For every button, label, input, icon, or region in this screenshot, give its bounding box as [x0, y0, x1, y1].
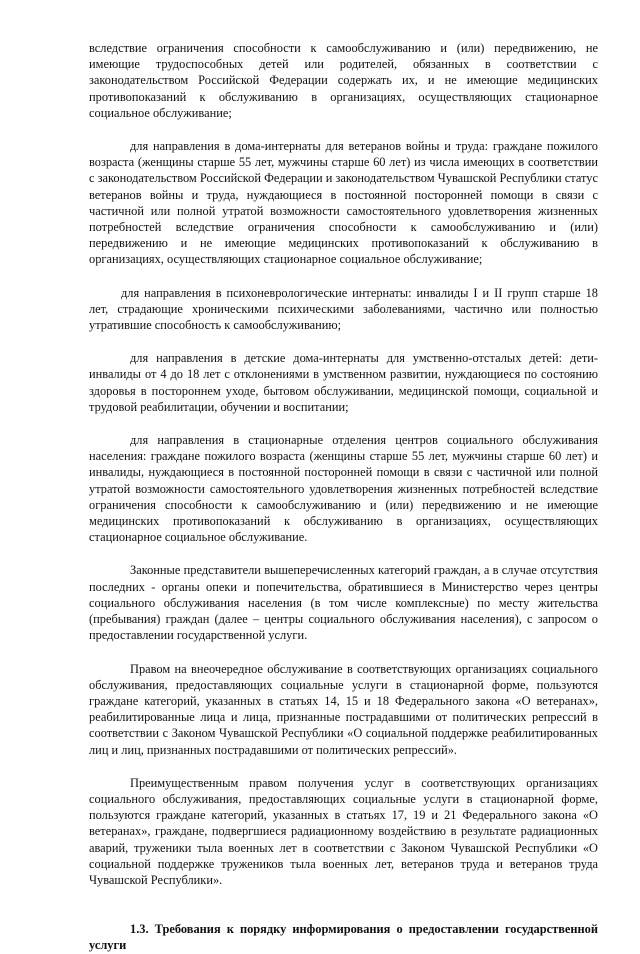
paragraph-stationary-departments: для направления в стационарные отделения центров социального обслуживания населения: граждане пожилого возраста (женщины старше 55 лет, мужчины старше 60 лет) и инвалиды, нуждающиеся в постоянной посторонней помощи в связи с частичной или полной утратой возможности самостоятельного удовлетворения жизненных потребностей вследствие ограничения способности к самообслуживанию и (или) передвижению и не имеющие медицинских противопоказаний к обслуживанию в организациях, осуществляющих стационарное социальное обслуживание. — [89, 433, 598, 545]
paragraph-gap — [89, 545, 598, 562]
paragraph-gap — [89, 333, 598, 350]
paragraph-gap — [89, 758, 598, 775]
paragraph-continuation: вследствие ограничения способности к самообслуживанию и (или) передвижению, не имеющие трудоспособных детей или родителей, обязанных в соответствии с законодательством Российской Федерации содержать их, и не имеющие медицинских противопоказаний к обслуживанию в организациях, осуществляющих стационарное социальное обслуживание; — [89, 41, 598, 120]
section-heading: 1.3. Требования к порядку информирования о предоставлении государственной услуги — [89, 922, 598, 953]
section-gap — [89, 888, 598, 921]
paragraph-preferential-right: Преимущественным правом получения услуг в соответствующих организациях социального обслуживания, предоставляющих социальные услуги в стационарной форме, пользуются граждане категорий, указанных в статьях 17, 19 и 21 Федерального закона «О ветеранах», граждане, подвергшиеся радиационному воздействию в результате радиационных аварий, труженики тыла военных лет в соответствии с Законом Чувашской Республики «О социальной поддержке тружеников тыла военных лет, ветеранов труда и ветеранов труда Чувашской Республики». — [89, 775, 598, 887]
paragraph-priority-service: Правом на внеочередное обслуживание в соответствующих организациях социального обслуживания, предоставляющих социальные услуги в стационарной форме, пользуются граждане категорий, указанных в статьях 14, 15 и 18 Федерального закона «О ветеранах», реабилитированные лица и лица, признанные пострадавшими от политических репрессий в соответствии с Законом Чувашской Республики «О социальной поддержке реабилитированных лиц и лиц, признанных пострадавшими от политических репрессий». — [89, 661, 598, 757]
paragraph-psychoneurological: для направления в психоневрологические интернаты: инвалиды I и II групп старше 18 лет, страдающие хроническими психическими заболеваниями, частично или полностью утратившие способность к самообслуживанию; — [89, 285, 598, 333]
paragraph-gap — [89, 644, 598, 661]
paragraph-children-homes: для направления в детские дома-интернаты для умственно-отсталых детей: дети-инвалиды от 4 до 18 лет с отклонениями в умственном развитии, нуждающиеся по состоянию здоровья в постороннем уходе, бытовом обслуживании, медицинской помощи, социальной и трудовой реабилитации, обучении и воспитании; — [89, 351, 598, 414]
paragraph-legal-representatives: Законные представители вышеперечисленных категорий граждан, а в случае отсутствия последних - органы опеки и попечительства, обратившиеся в Министерство через центры социального обслуживания населения (в том числе комплексные) по месту жительства (пребывания) граждан (далее – центры социального обслуживания населения), с запросом о предоставлении государственной услуги. — [89, 563, 598, 643]
paragraph-gap — [89, 268, 598, 285]
paragraph-gap — [89, 415, 598, 432]
document-page — [89, 40, 598, 954]
paragraph-veterans-homes: для направления в дома-интернаты для ветеранов войны и труда: граждане пожилого возраста (женщины старше 55 лет, мужчины старше 60 лет) из числа имеющих в соответствии с законодательством Российской Федерации и законодательством Чувашской Республики статус ветеранов войны и труда, нуждающиеся в постоянной посторонней помощи в связи с частичной или полной утратой возможности самостоятельного удовлетворения жизненных потребностей вследствие ограничения способности к самообслуживанию и (или) передвижению и не имеющие медицинских противопоказаний к обслуживанию в организациях, осуществляющих стационарное социальное обслуживание; — [89, 139, 598, 267]
paragraph-gap — [89, 121, 598, 138]
